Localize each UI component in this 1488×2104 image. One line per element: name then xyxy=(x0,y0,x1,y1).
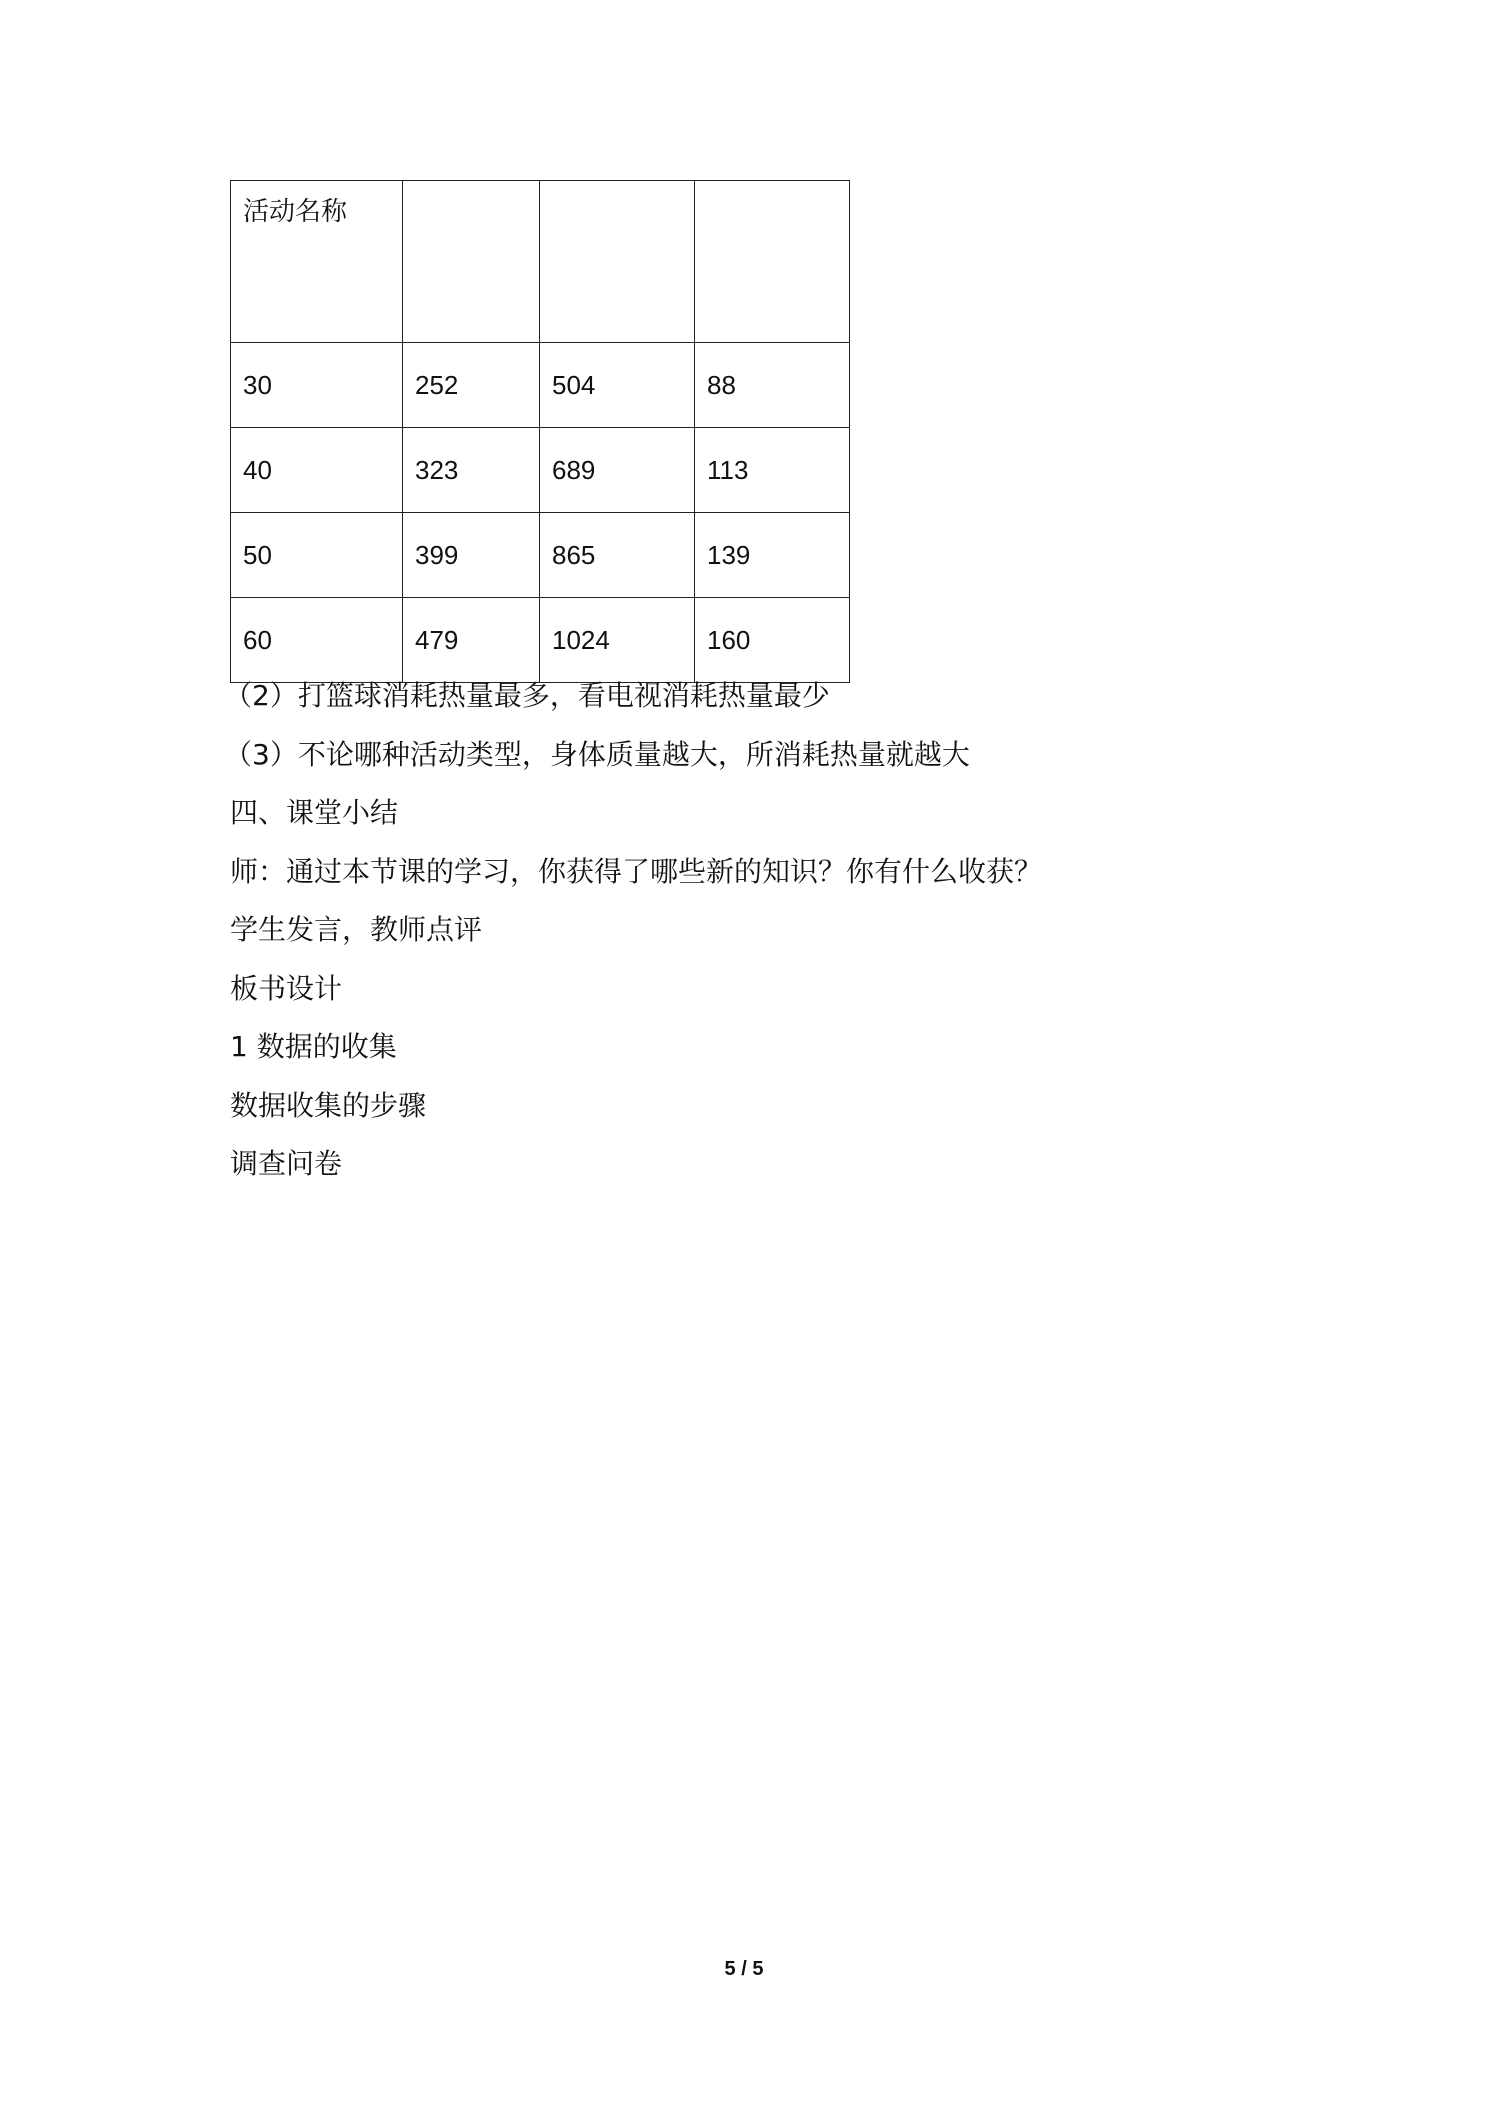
board-item-title: 1 数据的收集 xyxy=(230,1030,397,1063)
table-cell: 30 xyxy=(231,343,403,428)
table-cell: 60 xyxy=(231,598,403,683)
table-cell: 113 xyxy=(695,428,850,513)
board-design-heading: 板书设计 xyxy=(230,971,343,1005)
body-text xyxy=(224,672,1330,1199)
conclusion-2: （2）打篮球消耗热量最多，看电视消耗热量最少 xyxy=(224,679,830,712)
table-header-cell: 活动名称 xyxy=(231,181,403,343)
table-header-cell xyxy=(403,181,540,343)
table-header-cell xyxy=(540,181,695,343)
board-item-questionnaire: 调查问卷 xyxy=(230,1147,343,1180)
table-cell: 50 xyxy=(231,513,403,598)
page-number: 5 / 5 xyxy=(724,1958,764,1980)
table-header-cell xyxy=(695,181,850,343)
calorie-table xyxy=(230,180,850,683)
table-cell: 479 xyxy=(403,598,540,683)
table-cell: 252 xyxy=(403,343,540,428)
table-cell: 689 xyxy=(540,428,695,513)
table-cell: 1024 xyxy=(540,598,695,683)
table-row xyxy=(231,598,850,683)
board-item-steps: 数据收集的步骤 xyxy=(230,1088,427,1122)
section-heading-summary: 四、课堂小结 xyxy=(230,796,399,829)
table-cell: 323 xyxy=(403,428,540,513)
table-cell: 504 xyxy=(540,343,695,428)
student-response: 学生发言，教师点评 xyxy=(230,913,483,946)
table-cell: 40 xyxy=(231,428,403,513)
table-row xyxy=(231,513,850,598)
table-cell: 399 xyxy=(403,513,540,598)
table-cell: 88 xyxy=(695,343,850,428)
teacher-question: 师：通过本节课的学习，你获得了哪些新的知识？你有什么收获？ xyxy=(230,854,1043,888)
conclusion-3: （3）不论哪种活动类型，身体质量越大，所消耗热量就越大 xyxy=(224,737,970,771)
table-cell: 139 xyxy=(695,513,850,598)
table-cell: 865 xyxy=(540,513,695,598)
table-cell: 160 xyxy=(695,598,850,683)
table-header-row xyxy=(231,181,850,343)
table-row xyxy=(231,343,850,428)
table-row xyxy=(231,428,850,513)
